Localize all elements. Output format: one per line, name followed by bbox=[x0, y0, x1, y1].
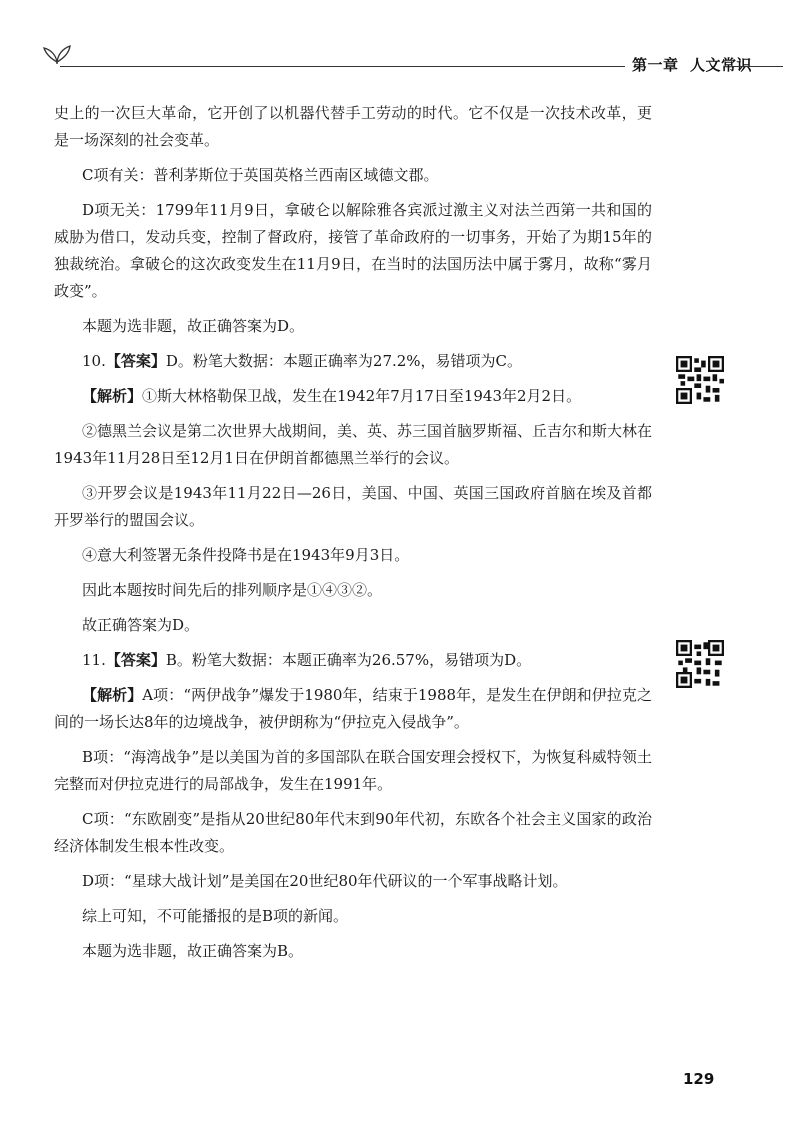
header-rule-left bbox=[60, 66, 625, 67]
page-body bbox=[54, 100, 652, 965]
analysis-text: A项：“两伊战争”爆发于1980年，结束于1988年，是发生在伊朗和伊拉克之间的一场长达8年的边境战争，被伊朗称为“伊拉克入侵战争”。 bbox=[54, 686, 652, 731]
paragraph: ③开罗会议是1943年11月22日—26日，美国、中国、英国三国政府首脑在埃及首都开罗举行的盟国会议。 bbox=[54, 484, 652, 529]
answer-tag: 【答案】 bbox=[105, 651, 166, 669]
answer-text: B。粉笔大数据：本题正确率为26.57%，易错项为D。 bbox=[165, 651, 532, 669]
answer-tag: 【答案】 bbox=[105, 352, 166, 370]
chapter-title bbox=[632, 54, 752, 75]
paragraph: 本题为选非题，故正确答案为B。 bbox=[82, 942, 304, 960]
question-number: 11. bbox=[82, 651, 106, 669]
answer-10 bbox=[54, 348, 652, 375]
paragraph: C项有关：普利茅斯位于英国英格兰西南区域德文郡。 bbox=[82, 166, 439, 184]
analysis-tag: 【解析】 bbox=[82, 686, 143, 704]
header-rule-right bbox=[733, 66, 783, 67]
paragraph: 综上可知，不可能播报的是B项的新闻。 bbox=[82, 907, 349, 925]
chapter-section: 人文常识 bbox=[689, 56, 752, 74]
analysis-11 bbox=[54, 682, 652, 736]
paragraph: D项：“星球大战计划”是美国在20世纪80年代研议的一个军事战略计划。 bbox=[82, 872, 568, 890]
answer-11 bbox=[54, 647, 652, 674]
paragraph: C项：“东欧剧变”是指从20世纪80年代末到90年代初，东欧各个社会主义国家的政治经济体制发生根本性改变。 bbox=[54, 810, 652, 855]
question-number: 10. bbox=[82, 352, 106, 370]
paragraph: 史上的一次巨大革命，它开创了以机器代替手工劳动的时代。它不仅是一次技术改革，更是一场深刻的社会变革。 bbox=[54, 104, 652, 149]
paragraph: 故正确答案为D。 bbox=[82, 616, 200, 634]
qr-code-icon[interactable] bbox=[676, 640, 724, 688]
paragraph: ④意大利签署无条件投降书是在1943年9月3日。 bbox=[82, 546, 410, 564]
paragraph: D项无关：1799年11月9日，拿破仑以解除雅各宾派过激主义对法兰西第一共和国的威胁为借口，发动兵变，控制了督政府，接管了革命政府的一切事务，开始了为期15年的独裁统治。拿破仑的这次政变发生在11月9日，在当时的法国历法中属于雾月，故称“雾月政变”。 bbox=[54, 201, 652, 300]
qr-code-icon[interactable] bbox=[676, 356, 724, 404]
answer-text: D。粉笔大数据：本题正确率为27.2%，易错项为C。 bbox=[165, 352, 523, 370]
page-header bbox=[40, 40, 785, 80]
analysis-text: ①斯大林格勒保卫战，发生在1942年7月17日至1943年2月2日。 bbox=[142, 387, 582, 405]
page-number: 129 bbox=[683, 1070, 715, 1088]
paragraph: B项：“海湾战争”是以美国为首的多国部队在联合国安理会授权下，为恢复科威特领土完整而对伊拉克进行的局部战争，发生在1991年。 bbox=[54, 748, 652, 793]
analysis-tag: 【解析】 bbox=[82, 387, 143, 405]
paragraph: 因此本题按时间先后的排列顺序是①④③②。 bbox=[82, 581, 383, 599]
paragraph: 本题为选非题，故正确答案为D。 bbox=[82, 317, 305, 335]
paragraph: ②德黑兰会议是第二次世界大战期间，美、英、苏三国首脑罗斯福、丘吉尔和斯大林在1943年11月28日至12月1日在伊朗首都德黑兰举行的会议。 bbox=[54, 422, 653, 467]
analysis-10 bbox=[54, 383, 652, 410]
leaf-icon bbox=[40, 42, 74, 64]
chapter-number: 第一章 bbox=[632, 56, 679, 74]
